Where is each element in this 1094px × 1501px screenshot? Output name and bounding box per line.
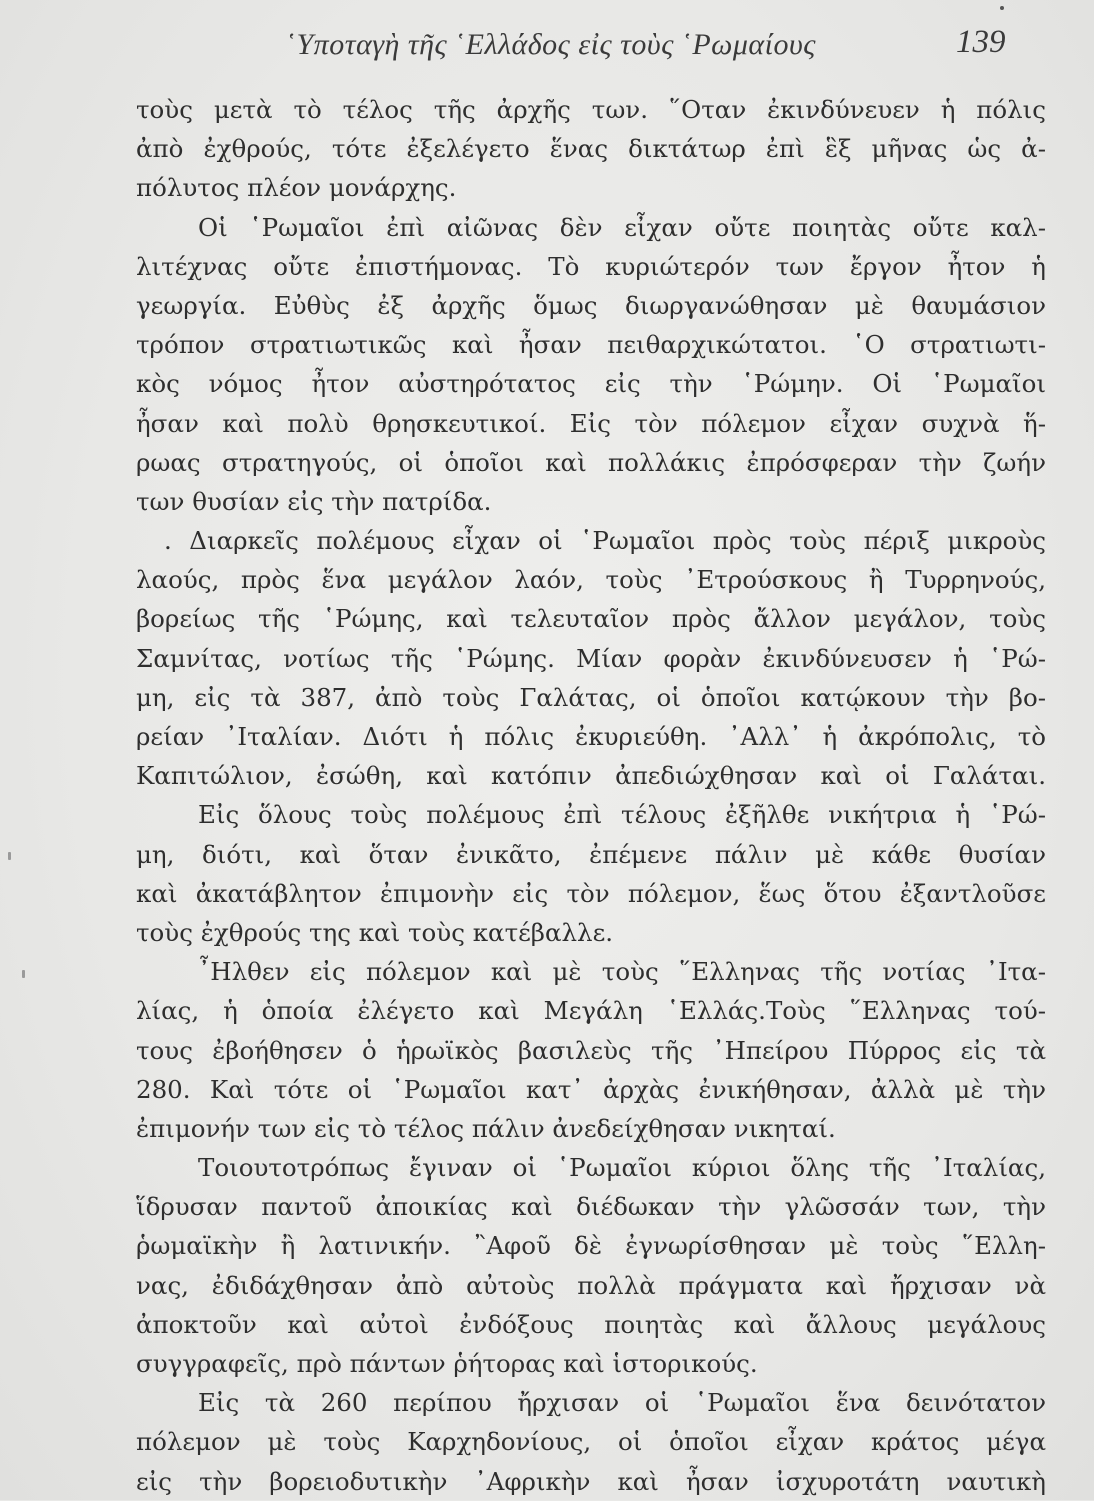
text-line: κὸς νόμος ἦτον αὐστηρότατος εἰς τὴν ῾Ρώμην. Οἱ ῾Ρωμαῖοι (136, 369, 1046, 399)
text-line: λαούς, πρὸς ἕνα μεγάλον λαόν, τοὺς ᾿Ετρούσκους ἢ Τυρρηνούς, (136, 565, 1046, 595)
text-line: 280. Καὶ τότε οἱ ῾Ρωμαῖοι κατ᾿ ἀρχὰς ἐνικήθησαν, ἀλλὰ μὲ τὴν (136, 1074, 1046, 1104)
text-line: Εἰς τὰ 260 περίπου ἤρχισαν οἱ ῾Ρωμαῖοι ἕνα δεινότατον (198, 1388, 1046, 1418)
text-line: συγγραφεῖς, πρὸ πάντων ῥήτορας καὶ ἱστορικούς. (136, 1349, 758, 1378)
text-line: τους ἐβοήθησεν ὁ ἡρωϊκὸς βασιλεὺς τῆς ᾿Ηπείρου Πύρρος εἰς τὰ (136, 1035, 1046, 1065)
text-line: μη, διότι, καὶ ὅταν ἐνικᾶτο, ἐπέμενε πάλιν μὲ κάθε θυσίαν (136, 839, 1046, 869)
margin-speck (22, 970, 25, 978)
text-line: λίας, ἡ ὁποία ἐλέγετο καὶ Μεγάλη ῾Ελλάς.Τοὺς ῞Ελληνας τού- (136, 996, 1046, 1026)
running-header-title: ῾Υποταγὴ τῆς ῾Ελλάδος εἰς τοὺς ῾Ρωμαίους (286, 28, 816, 61)
text-line: τοὺς μετὰ τὸ τέλος τῆς ἀρχῆς των. ῞Οταν ἐκινδύνευεν ἡ πόλις (136, 95, 1046, 124)
text-line: βορείως τῆς ῾Ρώμης, καὶ τελευταῖον πρὸς ἄλλον μεγάλον, τοὺς (136, 604, 1046, 634)
text-line: λιτέχνας οὔτε ἐπιστήμονας. Τὸ κυριώτερόν των ἔργον ἦτον ἡ (136, 251, 1046, 281)
text-line: ἀποκτοῦν καὶ αὐτοὶ ἐνδόξους ποιητὰς καὶ ἄλλους μεγάλους (136, 1309, 1046, 1339)
text-line: των θυσίαν εἰς τὴν πατρίδα. (136, 486, 492, 516)
text-line: . Διαρκεῖς πολέμους εἶχαν οἱ ῾Ρωμαῖοι πρὸς τοὺς πέριξ μικροὺς (164, 526, 1046, 556)
text-line: ἦσαν καὶ πολὺ θρησκευτικοί. Εἰς τὸν πόλεμον εἶχαν συχνὰ ἥ- (136, 408, 1046, 438)
text-line: πόλυτος πλέον μονάρχης. (136, 173, 457, 203)
text-line: εἰς τὴν βορειοδυτικὴν ᾿Αφρικὴν καὶ ἦσαν ἰσχυροτάτη ναυτικὴ (136, 1466, 1046, 1496)
text-line: πόλεμον μὲ τοὺς Καρχηδονίους, οἱ ὁποῖοι εἶχαν κράτος μέγα (136, 1427, 1046, 1457)
text-line: ρωας στρατηγούς, οἱ ὁποῖοι καὶ πολλάκις ἐπρόσφεραν τὴν ζωήν (136, 447, 1046, 477)
text-line: ῏Ηλθεν εἰς πόλεμον καὶ μὲ τοὺς ῞Ελληνας τῆς νοτίας ᾿Ιτα- (198, 957, 1046, 987)
text-line: ρείαν ᾿Ιταλίαν. Διότι ἡ πόλις ἐκυριεύθη. ᾿Αλλ᾿ ἡ ἀκρόπολις, τὸ (136, 722, 1046, 751)
text-line: Καπιτώλιον, ἐσώθη, καὶ κατόπιν ἀπεδιώχθησαν καὶ οἱ Γαλάται. (136, 761, 1046, 791)
text-line: μη, εἰς τὰ 387, ἀπὸ τοὺς Γαλάτας, οἱ ὁποῖοι κατῴκουν τὴν βο- (136, 682, 1046, 712)
text-line: Τοιουτοτρόπως ἔγιναν οἱ ῾Ρωμαῖοι κύριοι ὅλης τῆς ᾿Ιταλίας, (198, 1153, 1046, 1183)
text-line: γεωργία. Εὐθὺς ἐξ ἀρχῆς ὅμως διωργανώθησαν μὲ θαυμάσιον (136, 290, 1046, 320)
text-line: νας, ἐδιδάχθησαν ἀπὸ αὐτοὺς πολλὰ πράγματα καὶ ἤρχισαν νὰ (136, 1270, 1046, 1300)
text-line: Οἱ ῾Ρωμαῖοι ἐπὶ αἰῶνας δὲν εἶχαν οὔτε ποιητὰς οὔτε καλ- (198, 212, 1046, 242)
text-line: ἀπὸ ἐχθρούς, τότε ἐξελέγετο ἕνας δικτάτωρ ἐπὶ ἓξ μῆνας ὡς ἀ- (136, 134, 1046, 164)
text-line: καὶ ἀκατάβλητον ἐπιμονὴν εἰς τὸν πόλεμον, ἕως ὅτου ἐξαντλοῦσε (136, 878, 1046, 908)
margin-speck (8, 852, 11, 860)
text-line: Σαμνίτας, νοτίως τῆς ῾Ρώμης. Μίαν φορὰν ἐκινδύνευσεν ἡ ῾Ρώ- (136, 643, 1046, 673)
text-line: ἵδρυσαν παντοῦ ἀποικίας καὶ διέδωκαν τὴν γλῶσσάν των, τὴν (136, 1192, 1046, 1222)
page-number: 139 (956, 24, 1006, 60)
text-line: τοὺς ἐχθρούς της καὶ τοὺς κατέβαλλε. (136, 917, 614, 947)
text-line: τρόπον στρατιωτικῶς καὶ ἦσαν πειθαρχικώτατοι. ῾Ο στρατιωτι- (136, 330, 1046, 360)
text-line: ῥωμαϊκὴν ἢ λατινικήν. ῍Αφοῦ δὲ ἐγνωρίσθησαν μὲ τοὺς ῞Ελλη- (136, 1231, 1046, 1261)
body-text (136, 90, 1046, 1501)
page-speck (1000, 6, 1004, 10)
text-line: ἐπιμονήν των εἰς τὸ τέλος πάλιν ἀνεδείχθησαν νικηταί. (136, 1113, 836, 1143)
text-line: Εἰς ὅλους τοὺς πολέμους ἐπὶ τέλους ἐξῆλθε νικήτρια ἡ ῾Ρώ- (198, 800, 1046, 830)
